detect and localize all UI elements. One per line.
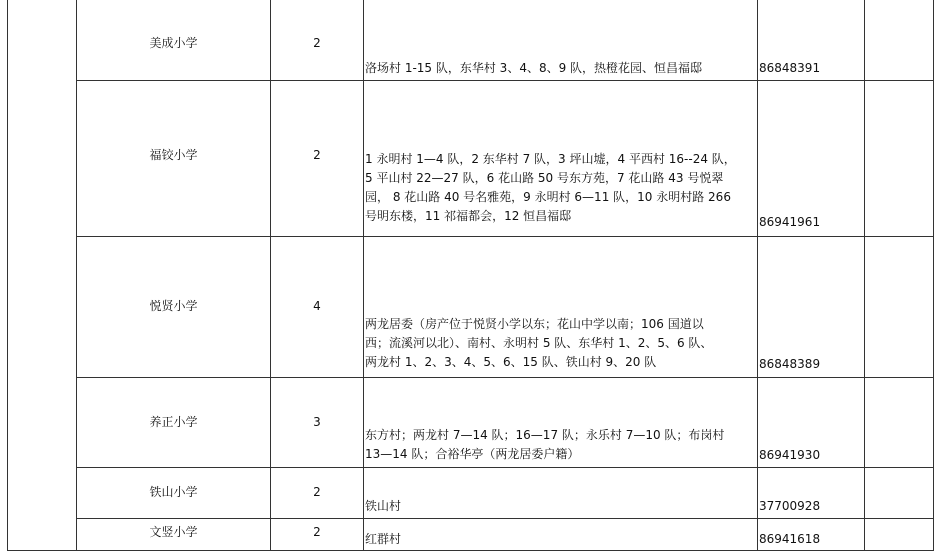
row-divider: [76, 467, 934, 468]
row-divider: [76, 236, 934, 237]
school-name: 悦贤小学: [149, 299, 198, 313]
class-count: 2: [313, 148, 321, 162]
contact-phone: 86941618: [759, 532, 821, 546]
class-count: 3: [313, 415, 321, 429]
contact-phone: 86941961: [759, 215, 821, 229]
enrollment-area: [365, 59, 757, 78]
school-name: 养正小学: [149, 415, 198, 429]
contact-phone: 37700928: [759, 499, 821, 513]
enrollment-area: [365, 497, 757, 516]
area-line: 两龙居委（房产位于悦贤小学以东；花山中学以南；106 国道以: [365, 317, 704, 331]
enrollment-area: [365, 150, 757, 226]
area-line: 两龙村 1、2、3、4、5、6、15 队、铁山村 9、20 队: [365, 355, 657, 369]
area-line: 13—14 队；合裕华亭（两龙居委户籍）: [365, 447, 580, 461]
class-count: 2: [313, 525, 321, 539]
grid-line: [7, 0, 8, 550]
enrollment-area: [365, 530, 757, 549]
school-name: 福铰小学: [149, 148, 198, 162]
contact-phone: 86848389: [759, 357, 821, 371]
school-name: 文竖小学: [149, 525, 198, 539]
row-divider: [76, 518, 934, 519]
row-divider: [76, 377, 934, 378]
area-line: 5 平山村 22—27 队，6 花山路 50 号东方苑，7 花山路 43 号悦翠: [365, 171, 724, 185]
contact-phone: 86848391: [759, 61, 821, 75]
area-line: 1 永明村 1—4 队，2 东华村 7 队，3 坪山墟，4 平西村 16--24 队，: [365, 152, 736, 166]
class-count: 4: [313, 299, 321, 313]
row-divider: [76, 80, 934, 81]
area-line: 洛场村 1-15 队，东华村 3、4、8、9 队，热橙花园、恒昌福邸: [365, 61, 703, 75]
school-name: 美成小学: [149, 36, 198, 50]
area-line: 西；流溪河以北）、南村、永明村 5 队、东华村 1、2、5、6 队、: [365, 336, 713, 350]
school-name: 铁山小学: [149, 485, 198, 499]
area-line: 园， 8 花山路 40 号名雅苑，9 永明村 6—11 队，10 永明村路 266: [365, 190, 731, 204]
contact-phone: 86941930: [759, 448, 821, 462]
area-line: 东方村；两龙村 7—14 队；16—17 队；永乐村 7—10 队；布岗村: [365, 428, 725, 442]
enrollment-area: [365, 315, 757, 372]
class-count: 2: [313, 36, 321, 50]
enrollment-area: [365, 426, 757, 464]
table-bottom-border: [7, 550, 934, 551]
area-line: 号明东楼，11 祁福都会，12 恒昌福邸: [365, 209, 572, 223]
area-line: 铁山村: [365, 499, 402, 513]
area-line: 红群村: [365, 532, 402, 546]
class-count: 2: [313, 485, 321, 499]
